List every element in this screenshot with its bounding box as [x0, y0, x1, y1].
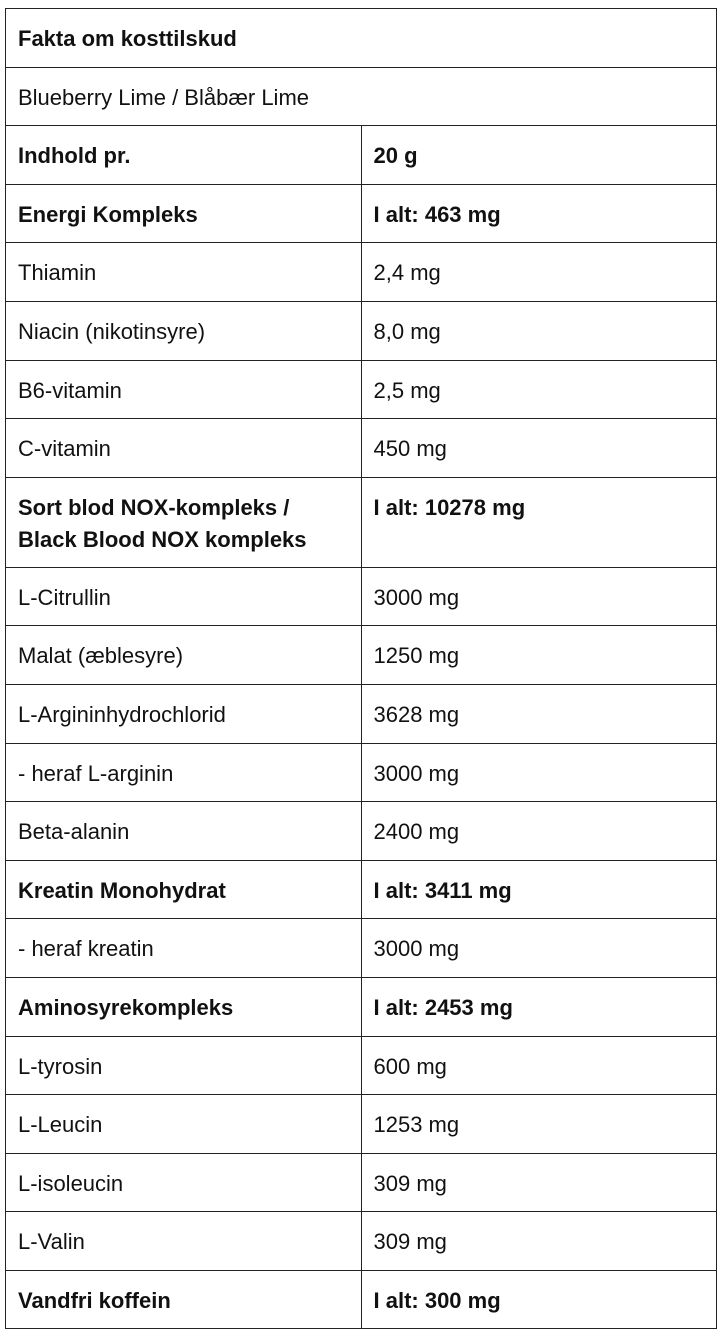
row-value: 3000 mg — [361, 567, 717, 626]
row-value: I alt: 10278 mg — [361, 477, 717, 567]
row-label: L-isoleucin — [6, 1153, 362, 1212]
row-value: 309 mg — [361, 1212, 717, 1271]
table-row — [6, 743, 717, 802]
row-value: 3628 mg — [361, 684, 717, 743]
row-label: Aminosyrekompleks — [6, 977, 362, 1036]
flavor-label: Blueberry Lime / Blåbær Lime — [6, 67, 717, 126]
table-row — [6, 919, 717, 978]
supplement-facts-table — [5, 8, 717, 1329]
table-row — [6, 977, 717, 1036]
table-row — [6, 626, 717, 685]
row-label: L-Leucin — [6, 1095, 362, 1154]
row-label: Energi Kompleks — [6, 184, 362, 243]
row-label: Indhold pr. — [6, 126, 362, 185]
row-value: 600 mg — [361, 1036, 717, 1095]
table-row — [6, 477, 717, 567]
row-label: C-vitamin — [6, 419, 362, 478]
table-row — [6, 301, 717, 360]
row-value: I alt: 2453 mg — [361, 977, 717, 1036]
row-label: - heraf kreatin — [6, 919, 362, 978]
row-label: Niacin (nikotinsyre) — [6, 301, 362, 360]
table-row — [6, 126, 717, 185]
row-value: 309 mg — [361, 1153, 717, 1212]
row-value: 20 g — [361, 126, 717, 185]
table-row — [6, 360, 717, 419]
table-row — [6, 1095, 717, 1154]
row-value: 3000 mg — [361, 919, 717, 978]
row-value: I alt: 3411 mg — [361, 860, 717, 919]
row-label: Kreatin Monohydrat — [6, 860, 362, 919]
facts-table-body — [6, 9, 717, 1329]
table-row — [6, 184, 717, 243]
row-value: 3000 mg — [361, 743, 717, 802]
table-title: Fakta om kosttilskud — [6, 9, 717, 68]
row-value: 2400 mg — [361, 802, 717, 861]
table-row — [6, 243, 717, 302]
row-label: Vandfri koffein — [6, 1270, 362, 1329]
row-value: 1253 mg — [361, 1095, 717, 1154]
row-label: L-Citrullin — [6, 567, 362, 626]
row-label: Beta-alanin — [6, 802, 362, 861]
table-row — [6, 1153, 717, 1212]
row-value: I alt: 463 mg — [361, 184, 717, 243]
row-label: L-Argininhydrochlorid — [6, 684, 362, 743]
table-row — [6, 419, 717, 478]
row-label: Sort blod NOX-kompleks / Black Blood NOX kompleks — [6, 477, 362, 567]
table-row — [6, 802, 717, 861]
row-value: 1250 mg — [361, 626, 717, 685]
table-row — [6, 684, 717, 743]
row-label: B6-vitamin — [6, 360, 362, 419]
row-label: Malat (æblesyre) — [6, 626, 362, 685]
row-value: I alt: 300 mg — [361, 1270, 717, 1329]
flavor-row — [6, 67, 717, 126]
row-value: 8,0 mg — [361, 301, 717, 360]
table-title-row — [6, 9, 717, 68]
row-label: Thiamin — [6, 243, 362, 302]
table-row — [6, 860, 717, 919]
row-label: - heraf L-arginin — [6, 743, 362, 802]
table-row — [6, 567, 717, 626]
table-row — [6, 1036, 717, 1095]
row-label: L-tyrosin — [6, 1036, 362, 1095]
row-value: 450 mg — [361, 419, 717, 478]
row-value: 2,5 mg — [361, 360, 717, 419]
row-value: 2,4 mg — [361, 243, 717, 302]
table-row — [6, 1212, 717, 1271]
table-row — [6, 1270, 717, 1329]
row-label: L-Valin — [6, 1212, 362, 1271]
